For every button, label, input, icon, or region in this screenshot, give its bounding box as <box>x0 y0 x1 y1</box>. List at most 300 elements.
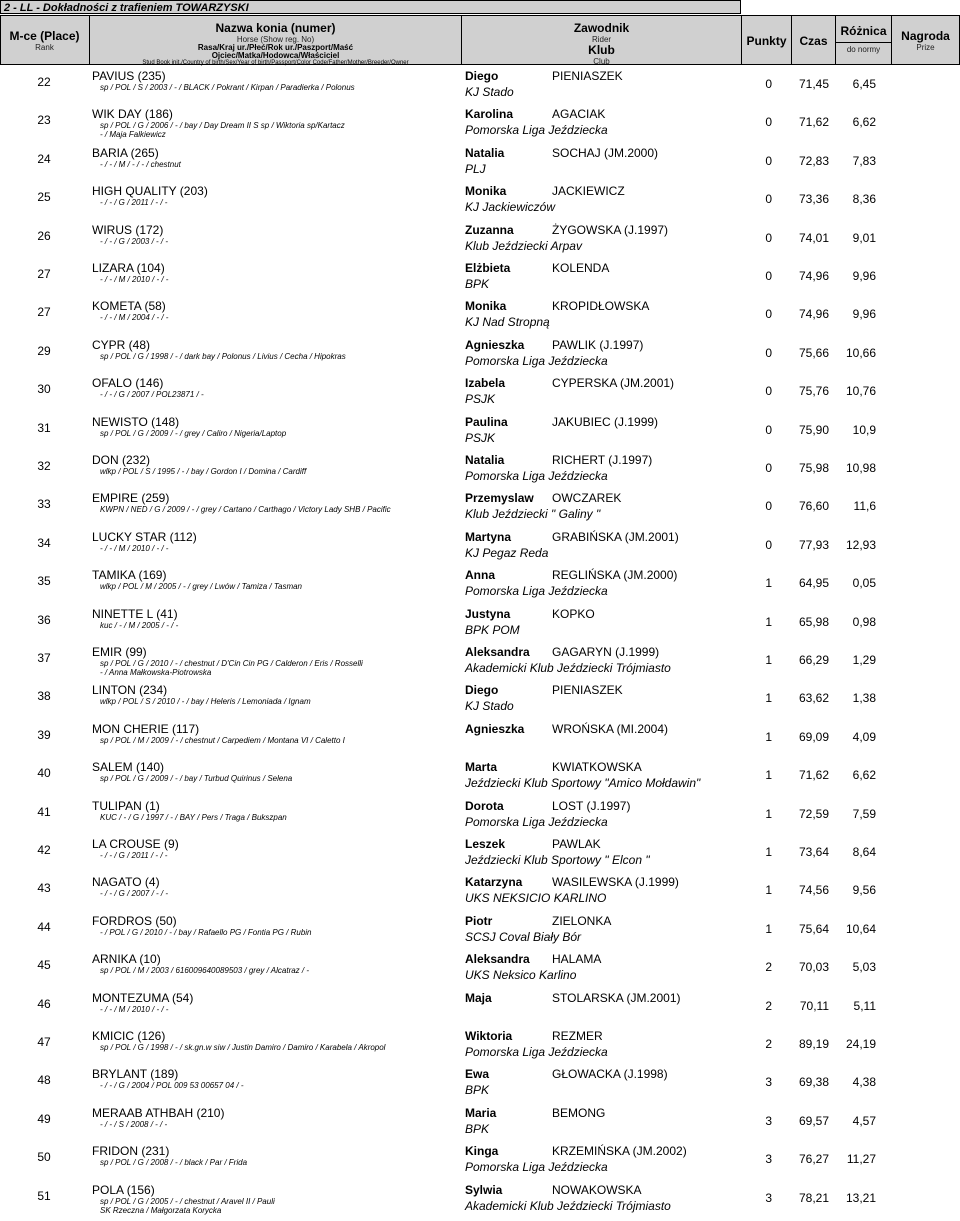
horse-name: NEWISTO (148) <box>92 415 180 429</box>
horse-details: wlkp / POL / S / 2010 / - / bay / Heleris / Lemoniada / Ignam <box>100 697 311 706</box>
horse-details: - / - / M / - / - / chestnut <box>100 160 181 169</box>
horse-details-extra: - / Maja Falkiewicz <box>100 130 166 139</box>
table-row <box>0 568 960 606</box>
points-cell: 0 <box>765 115 772 129</box>
rank-cell: 41 <box>37 805 51 819</box>
horse-details: - / - / G / 2007 / - / - <box>100 889 169 898</box>
table-row <box>0 376 960 414</box>
time-cell: 76,27 <box>798 1152 829 1166</box>
points-cell: 2 <box>765 1037 772 1051</box>
rider-last-name: WASILEWSKA (J.1999) <box>552 875 679 889</box>
rider-first-name: Natalia <box>465 453 505 467</box>
rank-cell: 42 <box>37 843 51 857</box>
time-cell: 70,11 <box>799 999 829 1013</box>
table-header <box>0 15 960 65</box>
points-cell: 1 <box>765 653 772 667</box>
rider-first-name: Aleksandra <box>465 952 530 966</box>
horse-name: ARNIKA (10) <box>92 952 161 966</box>
time-cell: 69,57 <box>798 1114 829 1128</box>
rider-last-name: KOLENDA <box>552 261 610 275</box>
club-name: KJ Pegaz Reda <box>465 546 549 560</box>
rider-last-name: GŁOWACKA (J.1998) <box>552 1067 668 1081</box>
table-row <box>0 415 960 453</box>
points-cell: 0 <box>765 423 772 437</box>
rider-first-name: Piotr <box>465 914 493 928</box>
points-cell: 0 <box>765 384 772 398</box>
horse-name: NAGATO (4) <box>92 875 160 889</box>
header-prize-sub: Prize <box>916 43 935 52</box>
points-cell: 0 <box>765 461 772 475</box>
club-name: BPK <box>465 1083 490 1097</box>
rider-first-name: Agnieszka <box>465 722 525 736</box>
horse-details: - / - / G / 2007 / POL23871 / - <box>100 390 204 399</box>
horse-name: DON (232) <box>92 453 151 467</box>
rider-first-name: Monika <box>465 184 507 198</box>
horse-details: sp / POL / G / 2009 / - / bay / Turbud Quirinus / Selena <box>100 774 293 783</box>
diff-cell: 12,93 <box>845 538 876 552</box>
club-name: PLJ <box>465 162 486 176</box>
rank-cell: 23 <box>37 113 51 127</box>
diff-cell: 10,64 <box>845 922 876 936</box>
horse-name: BARIA (265) <box>92 146 159 160</box>
horse-name: MERAAB ATHBAH (210) <box>92 1106 225 1120</box>
rider-last-name: KROPIDŁOWSKA <box>552 299 650 313</box>
rank-cell: 44 <box>37 920 51 934</box>
rider-last-name: PIENIASZEK <box>552 683 623 697</box>
rider-first-name: Zuzanna <box>465 223 514 237</box>
club-name: KJ Nad Stropną <box>465 315 550 329</box>
table-row <box>0 107 960 145</box>
header-rider-sub: Rider <box>591 35 612 44</box>
table-row <box>0 299 960 337</box>
rank-cell: 34 <box>37 536 51 550</box>
time-cell: 73,36 <box>798 192 829 206</box>
club-name: Pomorska Liga Jeździecka <box>465 123 608 137</box>
time-cell: 75,76 <box>798 384 829 398</box>
rider-last-name: GRABIŃSKA (JM.2001) <box>552 530 679 544</box>
table-row <box>0 1067 960 1105</box>
time-cell: 65,98 <box>798 615 829 629</box>
horse-name: KOMETA (58) <box>92 299 166 313</box>
horse-name: WIRUS (172) <box>92 223 164 237</box>
horse-details-extra: - / Anna Małkowska-Piotrowska <box>100 668 212 677</box>
diff-cell: 9,56 <box>852 883 876 897</box>
horse-details: kuc / - / M / 2005 / - / - <box>100 621 179 630</box>
points-cell: 0 <box>765 154 772 168</box>
rank-cell: 43 <box>37 881 51 895</box>
rider-last-name: STOLARSKA (JM.2001) <box>552 991 681 1005</box>
club-name: Pomorska Liga Jeździecka <box>465 354 608 368</box>
time-cell: 72,83 <box>798 154 829 168</box>
club-name: Klub Jeździecki " Galiny " <box>465 507 601 521</box>
table-row <box>0 1144 960 1182</box>
rider-last-name: NOWAKOWSKA <box>552 1183 642 1197</box>
time-cell: 75,90 <box>798 423 829 437</box>
diff-cell: 4,38 <box>852 1075 876 1089</box>
rider-last-name: KWIATKOWSKA <box>552 760 642 774</box>
header-horse-line4: Stud Book init./Country of birth/Sex/Year of birth/Passport/Color Code/Father/Mother/Breeder/Owner <box>142 60 409 66</box>
horse-name: EMIR (99) <box>92 645 147 659</box>
diff-cell: 0,05 <box>852 576 876 590</box>
rider-last-name: SOCHAJ (JM.2000) <box>552 146 659 160</box>
rider-last-name: RICHERT (J.1997) <box>552 453 653 467</box>
header-diff-label: Różnica <box>840 24 887 38</box>
club-name: BPK <box>465 1122 490 1136</box>
table-row <box>0 1183 960 1221</box>
header-horse-label: Nazwa konia (numer) <box>215 21 336 35</box>
club-name: KJ Stado <box>465 85 514 99</box>
time-cell: 75,98 <box>798 461 829 475</box>
diff-cell: 5,11 <box>853 999 876 1013</box>
diff-cell: 9,96 <box>852 307 876 321</box>
rider-last-name: AGACIAK <box>552 107 606 121</box>
header-club-sub: Club <box>593 57 610 66</box>
club-name: KJ Jackiewiczów <box>465 200 556 214</box>
header-horse-sub: Horse (Show reg. No) <box>236 35 315 44</box>
horse-details: - / - / M / 2010 / - / - <box>100 544 169 553</box>
time-cell: 89,19 <box>798 1037 829 1051</box>
rider-last-name: CYPERSKA (JM.2001) <box>552 376 675 390</box>
rider-first-name: Natalia <box>465 146 505 160</box>
rank-cell: 31 <box>37 421 51 435</box>
club-name: KJ Stado <box>465 699 514 713</box>
rider-first-name: Monika <box>465 299 507 313</box>
rider-first-name: Izabela <box>465 376 506 390</box>
rider-last-name: KRZEMIŃSKA (JM.2002) <box>552 1144 687 1158</box>
horse-details: - / - / S / 2008 / - / - <box>100 1120 168 1129</box>
horse-details: sp / POL / G / 2008 / - / black / Par / Frida <box>100 1158 248 1167</box>
time-cell: 78,21 <box>798 1191 829 1205</box>
table-row <box>0 69 960 107</box>
rank-cell: 27 <box>37 305 51 319</box>
points-cell: 1 <box>765 730 772 744</box>
table-row <box>0 952 960 990</box>
rank-cell: 40 <box>37 766 51 780</box>
club-name: Jeździecki Klub Sportowy " Elcon " <box>465 853 650 867</box>
diff-cell: 11,6 <box>853 499 876 513</box>
rider-first-name: Diego <box>465 69 499 83</box>
diff-cell: 9,01 <box>852 231 876 245</box>
rider-first-name: Maria <box>465 1106 497 1120</box>
horse-details: - / - / M / 2004 / - / - <box>100 313 169 322</box>
horse-name: LIZARA (104) <box>92 261 165 275</box>
rank-cell: 37 <box>37 651 51 665</box>
points-cell: 1 <box>765 615 772 629</box>
club-name: Pomorska Liga Jeździecka <box>465 1045 608 1059</box>
header-prize-label: Nagroda <box>901 29 950 43</box>
header-rank-label: Rank <box>35 43 54 52</box>
horse-name: LINTON (234) <box>92 683 168 697</box>
horse-details: KWPN / NED / G / 2009 / - / grey / Cartano / Carthago / Victory Lady SHB / Pacific <box>100 505 391 514</box>
horse-name: NINETTE L (41) <box>92 607 178 621</box>
rider-first-name: Martyna <box>465 530 512 544</box>
time-cell: 74,56 <box>798 883 829 897</box>
diff-cell: 11,27 <box>846 1152 876 1166</box>
horse-details: sp / POL / M / 2003 / 616009640089503 / grey / Alcatraz / - <box>100 966 310 975</box>
rank-cell: 38 <box>37 689 51 703</box>
rank-cell: 35 <box>37 574 51 588</box>
header-rider <box>462 15 741 65</box>
rider-first-name: Paulina <box>465 415 508 429</box>
rider-last-name: PAWLAK <box>552 837 601 851</box>
horse-name: MON CHERIE (117) <box>92 722 200 736</box>
rider-first-name: Dorota <box>465 799 504 813</box>
points-cell: 0 <box>765 231 772 245</box>
rank-cell: 25 <box>37 190 51 204</box>
header-diff-divider <box>836 42 891 43</box>
rider-first-name: Elżbieta <box>465 261 511 275</box>
table-row <box>0 338 960 376</box>
points-cell: 0 <box>765 307 772 321</box>
horse-details: wlkp / POL / S / 1995 / - / bay / Gordon I / Domina / Cardiff <box>100 467 307 476</box>
diff-cell: 10,9 <box>852 423 876 437</box>
table-row <box>0 223 960 261</box>
points-cell: 1 <box>765 576 772 590</box>
rider-first-name: Anna <box>465 568 495 582</box>
table-row <box>0 530 960 568</box>
rider-last-name: PAWLIK (J.1997) <box>552 338 644 352</box>
rider-first-name: Justyna <box>465 607 511 621</box>
table-row <box>0 645 960 683</box>
rider-last-name: KOPKO <box>552 607 595 621</box>
header-points-label: Punkty <box>746 34 787 48</box>
diff-cell: 0,98 <box>852 615 876 629</box>
club-name: Akademicki Klub Jeździecki Trójmiasto <box>465 661 671 675</box>
diff-cell: 1,29 <box>852 653 876 667</box>
club-name: Pomorska Liga Jeździecka <box>465 815 608 829</box>
diff-cell: 6,62 <box>852 115 876 129</box>
diff-cell: 10,66 <box>845 346 876 360</box>
rider-first-name: Maja <box>465 991 492 1005</box>
rank-cell: 36 <box>37 613 51 627</box>
horse-details: KUC / - / G / 1997 / - / BAY / Pers / Traga / Bukszpan <box>100 813 287 822</box>
header-horse-line2: Rasa/Kraj ur./Płeć/Rok ur./Paszport/Maść <box>197 43 354 52</box>
time-cell: 69,38 <box>798 1075 829 1089</box>
points-cell: 1 <box>765 768 772 782</box>
rider-first-name: Przemyslaw <box>465 491 534 505</box>
points-cell: 1 <box>765 922 772 936</box>
time-cell: 75,66 <box>798 346 829 360</box>
club-name: UKS Neksico Karlino <box>465 968 577 982</box>
table-row <box>0 261 960 299</box>
club-name: Pomorska Liga Jeździecka <box>465 469 608 483</box>
points-cell: 1 <box>765 691 772 705</box>
rider-last-name: ZIELONKA <box>552 914 612 928</box>
rider-last-name: JAKUBIEC (J.1999) <box>552 415 659 429</box>
points-cell: 1 <box>765 883 772 897</box>
points-cell: 0 <box>765 192 772 206</box>
diff-cell: 5,03 <box>852 960 876 974</box>
horse-details: sp / POL / G / 2005 / - / chestnut / Aravel II / Pauli <box>100 1197 275 1206</box>
horse-details: - / - / G / 2011 / - / - <box>100 851 168 860</box>
table-row <box>0 837 960 875</box>
horse-details: sp / POL / G / 2010 / - / chestnut / D'Cin Cin PG / Calderon / Eris / Rosselli <box>100 659 363 668</box>
rider-last-name: BEMONG <box>552 1106 606 1120</box>
points-cell: 0 <box>765 346 772 360</box>
header-horse-line3: Ojciec/Matka/Hodowca/Właściciel <box>211 51 340 60</box>
rank-cell: 46 <box>37 997 51 1011</box>
rank-cell: 47 <box>37 1035 51 1049</box>
diff-cell: 9,96 <box>852 269 876 283</box>
table-row <box>0 607 960 645</box>
rider-first-name: Karolina <box>465 107 514 121</box>
header-time <box>792 15 835 65</box>
diff-cell: 10,76 <box>845 384 876 398</box>
horse-details: - / - / G / 2011 / - / - <box>100 198 168 207</box>
time-cell: 70,03 <box>798 960 829 974</box>
diff-cell: 8,64 <box>852 845 876 859</box>
time-cell: 69,09 <box>798 730 829 744</box>
club-name: UKS NEKSICIO KARLINO <box>465 891 607 905</box>
table-row <box>0 760 960 798</box>
points-cell: 3 <box>765 1191 772 1205</box>
horse-details: sp / POL / G / 1998 / - / sk.gn.w siw / Justin Damiro / Damiro / Karabela / Akropol <box>100 1043 386 1052</box>
rank-cell: 30 <box>37 382 51 396</box>
points-cell: 3 <box>765 1152 772 1166</box>
table-row <box>0 991 960 1029</box>
header-place <box>0 15 89 65</box>
rider-last-name: OWCZAREK <box>552 491 622 505</box>
horse-name: BRYLANT (189) <box>92 1067 179 1081</box>
horse-details: - / - / M / 2010 / - / - <box>100 1005 169 1014</box>
points-cell: 2 <box>765 960 772 974</box>
diff-cell: 7,83 <box>852 154 876 168</box>
time-cell: 76,60 <box>798 499 829 513</box>
horse-name: LA CROUSE (9) <box>92 837 179 851</box>
header-place-label: M-ce (Place) <box>9 29 80 43</box>
time-cell: 72,59 <box>798 807 829 821</box>
diff-cell: 1,38 <box>852 691 876 705</box>
rank-cell: 32 <box>37 459 51 473</box>
rider-first-name: Kinga <box>465 1144 499 1158</box>
points-cell: 0 <box>765 269 772 283</box>
club-name: Klub Jeździecki Arpav <box>465 239 582 253</box>
table-row <box>0 453 960 491</box>
horse-name: LUCKY STAR (112) <box>92 530 197 544</box>
club-name: Akademicki Klub Jeździecki Trójmiasto <box>465 1199 671 1213</box>
rider-last-name: PIENIASZEK <box>552 69 623 83</box>
time-cell: 71,62 <box>798 768 829 782</box>
points-cell: 0 <box>765 538 772 552</box>
horse-details: - / - / G / 2003 / - / - <box>100 237 169 246</box>
points-cell: 0 <box>765 77 772 91</box>
rank-cell: 27 <box>37 267 51 281</box>
rider-last-name: ŻYGOWSKA (J.1997) <box>552 223 669 237</box>
horse-details: sp / POL / G / 1998 / - / dark bay / Polonus / Livius / Cecha / Hipokras <box>100 352 346 361</box>
table-row <box>0 491 960 529</box>
rider-last-name: HALAMA <box>552 952 602 966</box>
time-cell: 64,95 <box>798 576 829 590</box>
rank-cell: 50 <box>37 1150 51 1164</box>
club-name: BPK <box>465 277 490 291</box>
time-cell: 74,01 <box>798 231 829 245</box>
header-rider-label: Zawodnik <box>573 21 630 35</box>
time-cell: 74,96 <box>798 307 829 321</box>
time-cell: 63,62 <box>798 691 829 705</box>
rider-first-name: Marta <box>465 760 498 774</box>
table-row <box>0 875 960 913</box>
diff-cell: 13,21 <box>845 1191 876 1205</box>
table-row <box>0 799 960 837</box>
time-cell: 71,45 <box>798 77 829 91</box>
horse-name: OFALO (146) <box>92 376 164 390</box>
time-cell: 66,29 <box>798 653 829 667</box>
horse-name: TAMIKA (169) <box>92 568 167 582</box>
rider-first-name: Leszek <box>465 837 506 851</box>
rank-cell: 22 <box>37 75 51 89</box>
rider-last-name: JACKIEWICZ <box>552 184 625 198</box>
horse-name: KMICIC (126) <box>92 1029 166 1043</box>
rider-first-name: Diego <box>465 683 499 697</box>
table-row <box>0 722 960 760</box>
club-name: BPK POM <box>465 623 520 637</box>
horse-name: FRIDON (231) <box>92 1144 170 1158</box>
time-cell: 74,96 <box>798 269 829 283</box>
rider-last-name: LOST (J.1997) <box>552 799 631 813</box>
rider-last-name: REGLIŃSKA (JM.2000) <box>552 568 678 582</box>
horse-name: CYPR (48) <box>92 338 151 352</box>
horse-details: - / POL / G / 2010 / - / bay / Rafaello PG / Fontia PG / Rubin <box>100 928 312 937</box>
rank-cell: 39 <box>37 728 51 742</box>
horse-name: POLA (156) <box>92 1183 155 1197</box>
rank-cell: 48 <box>37 1073 51 1087</box>
horse-name: HIGH QUALITY (203) <box>92 184 208 198</box>
header-diff <box>836 15 891 65</box>
header-time-label: Czas <box>799 34 828 48</box>
diff-cell: 24,19 <box>845 1037 876 1051</box>
table-row <box>0 1029 960 1067</box>
rider-first-name: Sylwia <box>465 1183 503 1197</box>
points-cell: 1 <box>765 807 772 821</box>
horse-details: - / - / G / 2004 / POL 009 53 00657 04 / - <box>100 1081 244 1090</box>
points-cell: 3 <box>765 1075 772 1089</box>
club-name: SCSJ Coval Biały Bór <box>465 930 582 944</box>
header-diff-sub: do normy <box>846 45 881 54</box>
horse-name: WIK DAY (186) <box>92 107 173 121</box>
time-cell: 73,64 <box>798 845 829 859</box>
diff-cell: 6,45 <box>852 77 876 91</box>
horse-details: sp / POL / S / 2003 / - / BLACK / Pokrant / Kirpan / Paradierka / Polonus <box>100 83 355 92</box>
rank-cell: 29 <box>37 344 51 358</box>
horse-name: TULIPAN (1) <box>92 799 160 813</box>
time-cell: 71,62 <box>798 115 829 129</box>
rider-first-name: Aleksandra <box>465 645 530 659</box>
diff-cell: 6,62 <box>852 768 876 782</box>
points-cell: 1 <box>765 845 772 859</box>
points-cell: 3 <box>765 1114 772 1128</box>
points-cell: 2 <box>765 999 772 1013</box>
rank-cell: 51 <box>37 1189 51 1203</box>
club-name: PSJK <box>465 431 496 445</box>
table-row <box>0 184 960 222</box>
points-cell: 0 <box>765 499 772 513</box>
horse-details: wlkp / POL / M / 2005 / - / grey / Lwów / Tamiza / Tasman <box>100 582 303 591</box>
horse-details-extra: SK Rzeczna / Małgorzata Korycka <box>100 1206 222 1215</box>
time-cell: 77,93 <box>798 538 829 552</box>
header-points <box>742 15 791 65</box>
diff-cell: 8,36 <box>852 192 876 206</box>
club-name: Jeździecki Klub Sportowy "Amico Mołdawin" <box>465 776 701 790</box>
header-club-label: Klub <box>588 43 615 57</box>
rider-first-name: Ewa <box>465 1067 490 1081</box>
horse-name: MONTEZUMA (54) <box>92 991 194 1005</box>
header-horse <box>90 15 461 65</box>
horse-name: EMPIRE (259) <box>92 491 170 505</box>
diff-cell: 7,59 <box>852 807 876 821</box>
diff-cell: 4,57 <box>852 1114 876 1128</box>
club-name: Pomorska Liga Jeździecka <box>465 584 608 598</box>
horse-details: sp / POL / G / 2006 / - / bay / Day Dream II S sp / Wiktoria sp/Kartacz <box>100 121 345 130</box>
